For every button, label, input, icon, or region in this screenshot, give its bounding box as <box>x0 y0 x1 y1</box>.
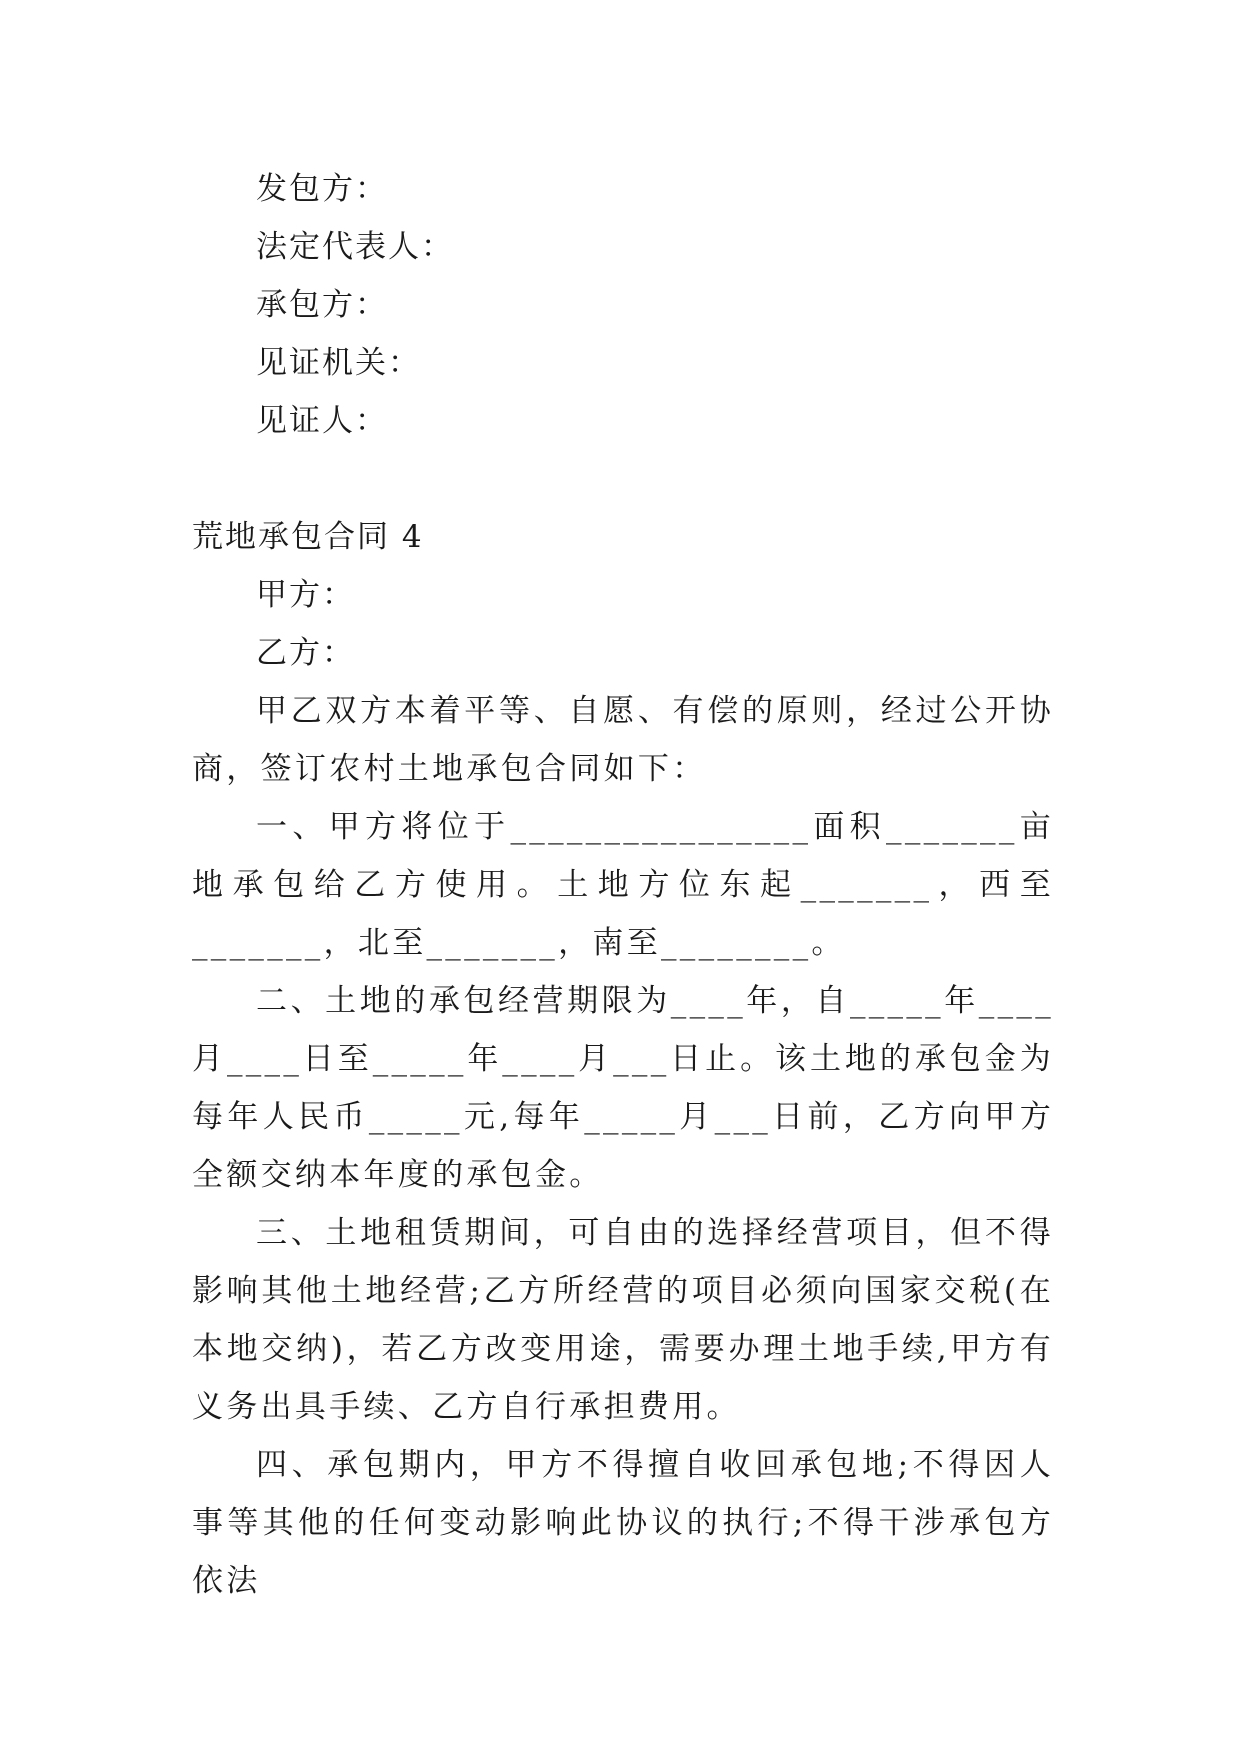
signature-line-witness-authority: 见证机关： <box>256 345 421 381</box>
signature-line-contractor: 发包方： <box>256 171 388 207</box>
signature-line-witness: 见证人： <box>256 403 388 439</box>
paragraph-intro: 甲乙双方本着平等、自愿、有偿的原则，经过公开协商，签订农村土地承包合同如下： <box>192 693 1054 787</box>
signature-line-contractee: 承包方： <box>256 287 388 323</box>
contract-title: 荒地承包合同 4 <box>192 519 424 555</box>
paragraph-clause-1: 一、甲方将位于________________面积_______亩地承包给乙方使用。土地方位东起_______，西至_______，北至_______，南至________。 <box>192 809 1054 961</box>
paragraph-clause-2: 二、土地的承包经营期限为____年，自_____年____月____日至_____年____月___日止。该土地的承包金为每年人民币_____元,每年_____月___日前，乙方向甲方全额交纳本年度的承包金。 <box>192 983 1054 1193</box>
party-b-label: 乙方： <box>256 635 355 671</box>
party-a-label: 甲方： <box>256 577 355 613</box>
signature-line-legal-representative: 法定代表人： <box>256 229 454 265</box>
document-content <box>192 160 1054 1610</box>
paragraph-clause-4: 四、承包期内，甲方不得擅自收回承包地;不得因人事等其他的任何变动影响此协议的执行;不得干涉承包方依法 <box>192 1447 1054 1599</box>
paragraph-clause-3: 三、土地租赁期间，可自由的选择经营项目，但不得影响其他土地经营;乙方所经营的项目必须向国家交税(在本地交纳)，若乙方改变用途，需要办理土地手续,甲方有义务出具手续、乙方自行承担费用。 <box>192 1215 1054 1425</box>
